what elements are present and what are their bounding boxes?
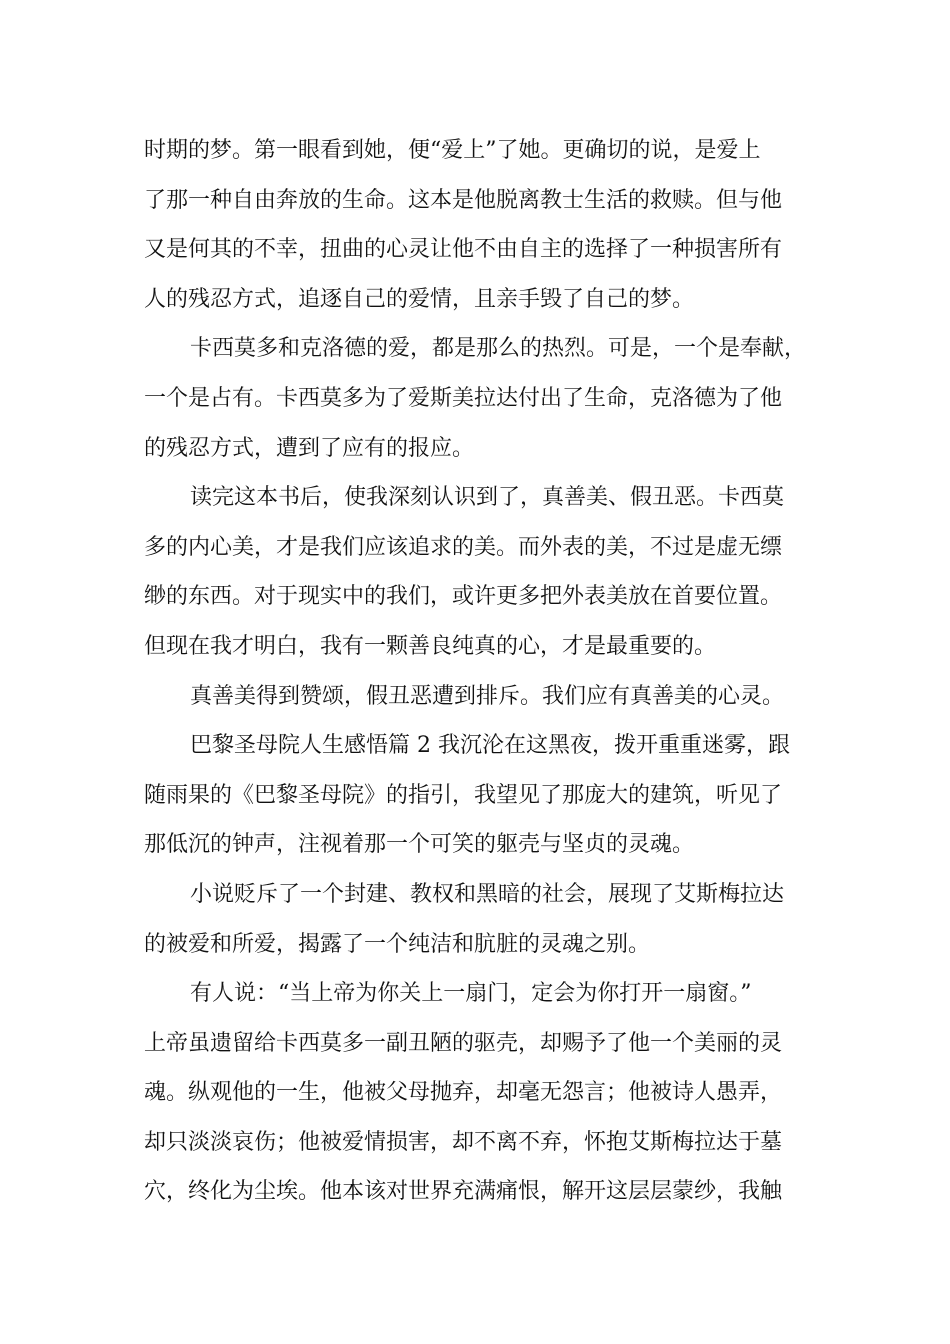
text-line: 却只淡淡哀伤；他被爱情损害，却不离不弃，怀抱艾斯梅拉达于墓 (144, 1129, 783, 1155)
text-line: 真善美得到赞颂，假丑恶遭到排斥。我们应有真善美的心灵。 (190, 683, 785, 709)
text-line: 时期的梦。第一眼看到她，便“爱上”了她。更确切的说，是爱上 (144, 138, 761, 163)
text-line: 了那一种自由奔放的生命。这本是他脱离教士生活的救赎。但与他 (144, 187, 783, 213)
text-line: 又是何其的不幸，扭曲的心灵让他不由自主的选择了一种损害所有 (144, 237, 783, 263)
text-line: 那低沉的钟声，注视着那一个可笑的躯壳与坚贞的灵魂。 (144, 832, 695, 858)
text-line: 随雨果的《巴黎圣母院》的指引，我望见了那庞大的建筑，听见了 (144, 782, 783, 808)
document-body (144, 126, 814, 1217)
text-line: 读完这本书后，使我深刻认识到了，真善美、假丑恶。卡西莫 (190, 485, 785, 511)
text-line: 多的内心美，才是我们应该追求的美。而外表的美，不过是虚无缥 (144, 534, 783, 560)
text-line: 但现在我才明白，我有一颗善良纯真的心，才是最重要的。 (144, 633, 717, 659)
text-line: 有人说：“当上帝为你关上一扇门，定会为你打开一扇窗。” (190, 981, 752, 1007)
text-line: 上帝虽遗留给卡西莫多一副丑陋的驱壳，却赐予了他一个美丽的灵 (144, 1030, 783, 1056)
text-line: 卡西莫多和克洛德的爱，都是那么的热烈。可是，一个是奉献， (190, 336, 807, 362)
text-line: 小说贬斥了一个封建、教权和黑暗的社会，展现了艾斯梅拉达 (190, 881, 785, 907)
text-line: 魂。纵观他的一生，他被父母抛弃，却毫无怨言；他被诗人愚弄， (144, 1080, 783, 1106)
text-line: 巴黎圣母院人生感悟篇 2 我沉沦在这黑夜，拨开重重迷雾，跟 (190, 733, 790, 759)
text-line: 的被爱和所爱，揭露了一个纯洁和肮脏的灵魂之别。 (144, 931, 651, 957)
text-line: 一个是占有。卡西莫多为了爱斯美拉达付出了生命，克洛德为了他 (144, 385, 783, 411)
text-line: 缈的东西。对于现实中的我们，或许更多把外表美放在首要位置。 (144, 584, 783, 610)
text-line: 的残忍方式，遭到了应有的报应。 (144, 435, 475, 461)
text-line: 人的残忍方式，追逐自己的爱情，且亲手毁了自己的梦。 (144, 286, 695, 312)
text-line: 穴，终化为尘埃。他本该对世界充满痛恨，解开这层层蒙纱，我触 (144, 1179, 783, 1205)
